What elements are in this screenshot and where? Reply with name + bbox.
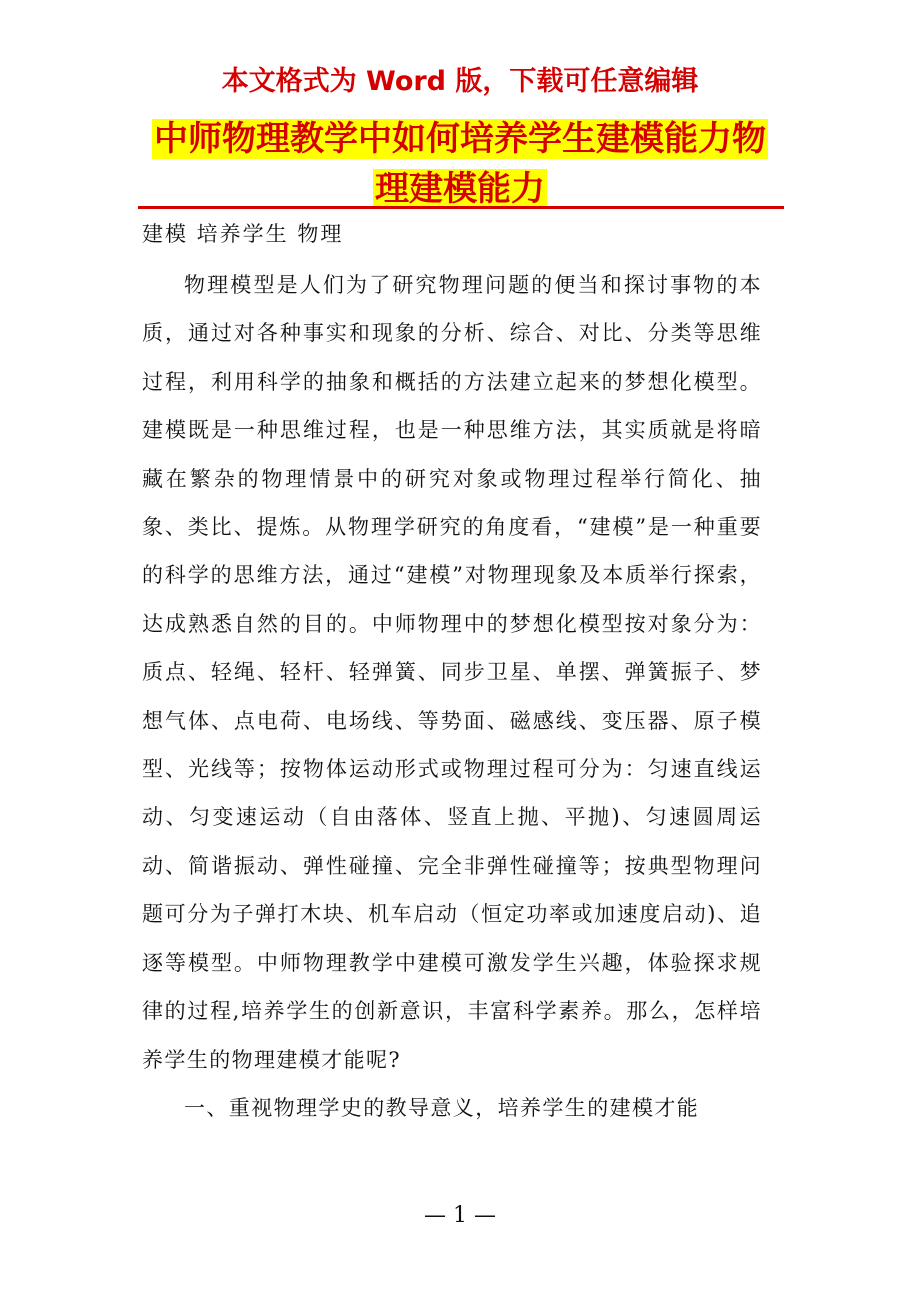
title-divider (138, 206, 784, 209)
download-notice: 本文格式为 Word 版，下载可任意编辑 (221, 66, 699, 97)
body-text (142, 261, 762, 1132)
keywords-line: 建模 培养学生 物理 (142, 222, 344, 246)
document-title (150, 114, 770, 214)
body-paragraph-intro: 物理模型是人们为了研究物理问题的便当和探讨事物的本质，通过对各种事实和现象的分析、综合、对比、分类等思维过程，利用科学的抽象和概括的方法建立起来的梦想化模型。建模既是一种思维过程，也是一种思维方法，其实质就是将暗藏在繁杂的物理情景中的研究对象或物理过程举行简化、抽象、类比、提炼。从物理学研究的角度看，“建模”是一种重要的科学的思维方法，通过“建模”对物理现象及本质举行探索，达成熟悉自然的目的。中师物理中的梦想化模型按对象分为：质点、轻绳、轻杆、轻弹簧、同步卫星、单摆、弹簧振子、梦想气体、点电荷、电场线、等势面、磁感线、变压器、原子模型、光线等；按物体运动形式或物理过程可分为：匀速直线运动、匀变速运动（自由落体、竖直上抛、平抛)、匀速圆周运动、简谐振动、弹性碰撞、完全非弹性碰撞等；按典型物理问题可分为子弹打木块、机车启动（恒定功率或加速度启动)、追逐等模型。中师物理教学中建模可激发学生兴趣，体验探求规律的过程,培养学生的创新意识，丰富科学素养。那么，怎样培养学生的物理建模才能呢? (142, 273, 762, 1072)
body-paragraph-section-one: 一、重视物理学史的教导意义，培养学生的建模才能 (184, 1095, 700, 1120)
title-highlight: 中师物理教学中如何培养学生建模能力物理建模能力 (154, 119, 766, 209)
page-number: — 1 — (424, 1203, 496, 1228)
